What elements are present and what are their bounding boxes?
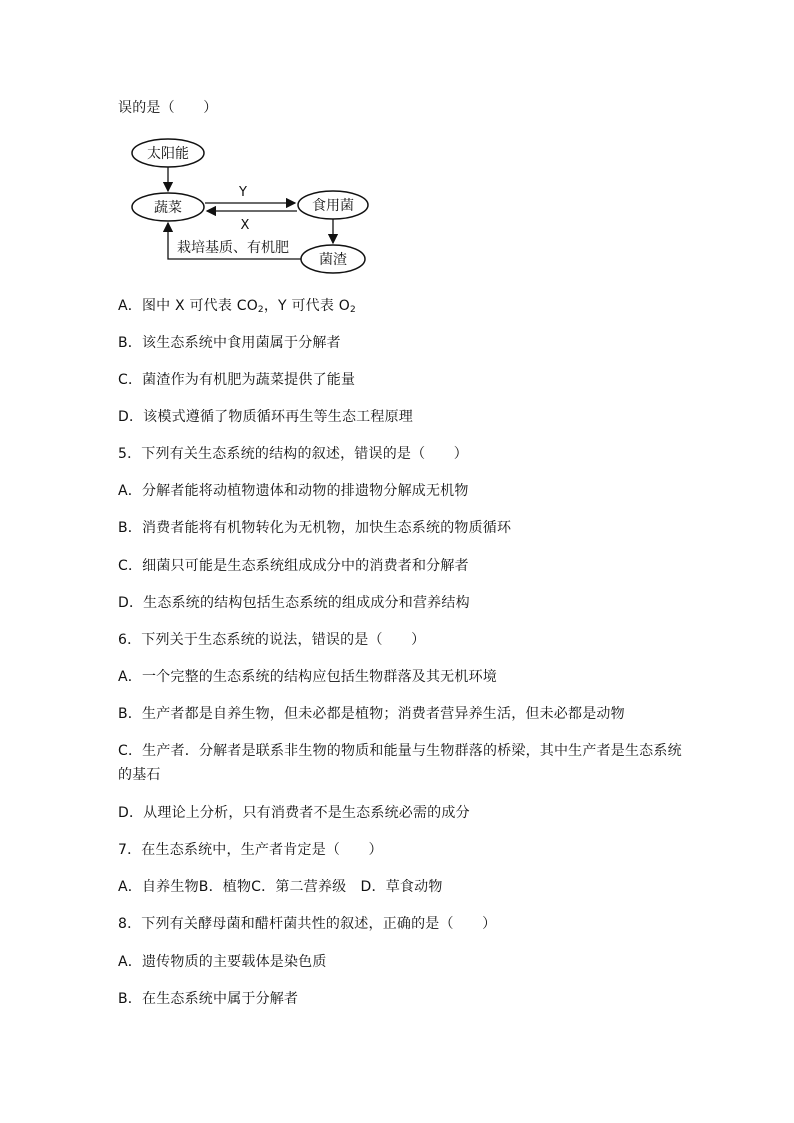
q8-stem: 8．下列有关酵母菌和醋杆菌共性的叙述，正确的是（ ）: [118, 916, 497, 932]
fungus-label: 食用菌: [312, 198, 354, 214]
sun-label: 太阳能: [147, 146, 189, 162]
residue-label: 菌渣: [319, 252, 347, 268]
q8-option-a: A．遗传物质的主要载体是染色质: [118, 954, 327, 970]
q7-stem: 7．在生态系统中，生产者肯定是（ ）: [118, 842, 383, 858]
return-label: 栽培基质、有机肥: [177, 240, 289, 256]
vegetable-label: 蔬菜: [154, 200, 182, 216]
q5-option-a: A．分解者能将动植物遗体和动物的排遗物分解成无机物: [118, 483, 469, 499]
arrow-y-label: Y: [239, 185, 247, 200]
question-intro: 误的是（ ）: [118, 100, 218, 116]
arrow-x-label: X: [240, 218, 250, 233]
q6-option-c: C．生产者．分解者是联系非生物的物质和能量与生物群落的桥梁，其中生产者是生态系统的基石: [118, 743, 682, 783]
q6-stem: 6．下列关于生态系统的说法，错误的是（ ）: [118, 632, 426, 648]
q4-option-b: B．该生态系统中食用菌属于分解者: [118, 335, 341, 351]
q4-option-a: A．图中 X 可代表 $CO_2$，Y 可代表 $O_2$: [118, 298, 356, 315]
q4-option-d: D．该模式遵循了物质循环再生等生态工程原理: [118, 409, 413, 425]
q7-options: A．自养生物B．植物C．第二营养级 D．草食动物: [118, 879, 443, 895]
q5-option-c: C．细菌只可能是生态系统组成成分中的消费者和分解者: [118, 558, 469, 574]
ecosystem-diagram: [125, 132, 385, 282]
q6-option-a: A．一个完整的生态系统的结构应包括生物群落及其无机环境: [118, 669, 497, 685]
q5-option-b: B．消费者能将有机物转化为无机物，加快生态系统的物质循环: [118, 520, 512, 536]
q8-option-b: B．在生态系统中属于分解者: [118, 991, 299, 1007]
q6-option-d: D．从理论上分析，只有消费者不是生态系统必需的成分: [118, 805, 470, 821]
q4-option-c: C．菌渣作为有机肥为蔬菜提供了能量: [118, 372, 356, 388]
q5-stem: 5．下列有关生态系统的结构的叙述，错误的是（ ）: [118, 446, 468, 462]
q6-option-b: B．生产者都是自养生物，但未必都是植物；消费者营异养生活，但未必都是动物: [118, 706, 625, 722]
q5-option-d: D．生态系统的结构包括生态系统的组成成分和营养结构: [118, 595, 470, 611]
